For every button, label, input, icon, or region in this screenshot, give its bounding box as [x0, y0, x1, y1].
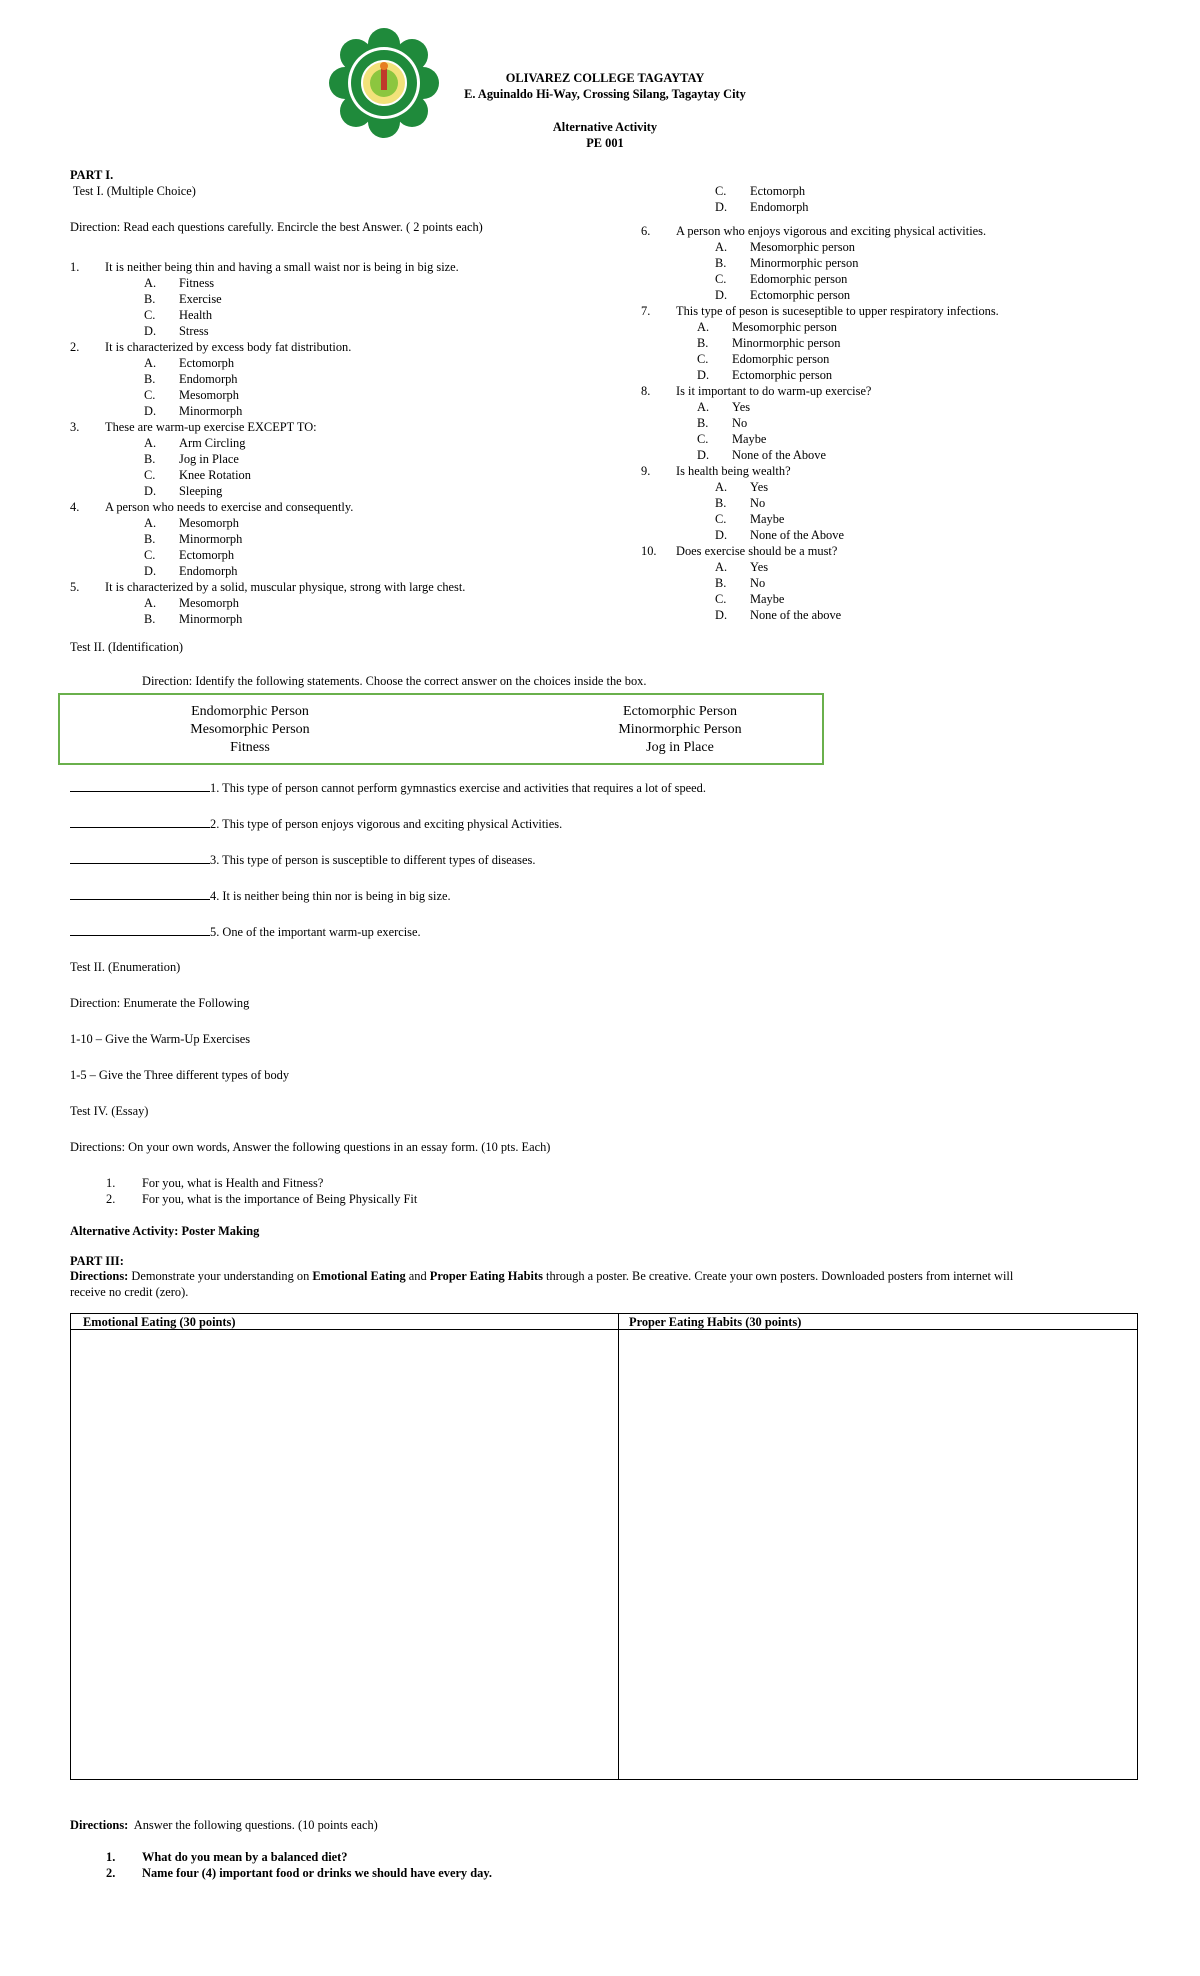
test4-direction: Directions: On your own words, Answer the following questions in an essay form. (10 pts. Each)	[70, 1140, 551, 1154]
question-number: 8.	[641, 384, 651, 398]
school-address: E. Aguinaldo Hi-Way, Crossing Silang, Tagaytay City	[464, 87, 746, 101]
question-text: These are warm-up exercise EXCEPT TO:	[105, 420, 317, 434]
emotional-eating-poster-area[interactable]	[71, 1331, 618, 1779]
part3-direction-cont: receive no credit (zero).	[70, 1285, 189, 1299]
enumeration-item-1: 1-10 – Give the Warm-Up Exercises	[70, 1032, 251, 1046]
test2-title: Test II. (Identification)	[70, 640, 184, 654]
answer-blank[interactable]	[70, 779, 210, 792]
question-number: 4.	[70, 500, 80, 514]
question-text: Is it important to do warm-up exercise?	[676, 384, 872, 398]
question-text: A person who needs to exercise and consequently.	[105, 500, 354, 514]
answer-blank[interactable]	[70, 923, 210, 936]
test2-direction: Direction: Identify the following statements. Choose the correct answer on the choices inside the box.	[142, 674, 647, 688]
test3-title: Test II. (Enumeration)	[70, 960, 181, 974]
choices-box	[58, 693, 824, 765]
question-text: It is neither being thin and having a small waist nor is being in big size.	[105, 260, 459, 274]
col-proper-eating: Proper Eating Habits (30 points)	[619, 1314, 1137, 1330]
choice-fitness: Fitness	[230, 740, 270, 755]
part1-title: PART I.	[70, 168, 114, 182]
question-number: 7.	[641, 304, 651, 318]
identification-item-3: 3. This type of person is susceptible to different types of diseases.	[70, 851, 535, 868]
question-number: 9.	[641, 464, 651, 478]
choice-minormorphic: Minormorphic Person	[618, 722, 742, 737]
part3-title: PART III:	[70, 1254, 124, 1268]
answer-blank[interactable]	[70, 815, 210, 828]
col-emotional-eating: Emotional Eating (30 points)	[71, 1314, 618, 1330]
question-text: It is characterized by a solid, muscular physique, strong with large chest.	[105, 580, 466, 594]
question-text: This type of peson is suceseptible to upper respiratory infections.	[676, 304, 999, 318]
test1-direction: Direction: Read each questions carefully. Encircle the best Answer. ( 2 points each)	[70, 220, 483, 234]
choice-ectomorphic: Ectomorphic Person	[623, 704, 737, 719]
choices-left	[100, 703, 400, 757]
course-code: PE 001	[586, 136, 624, 150]
question-number: 1.	[70, 260, 80, 274]
document-header	[440, 70, 770, 151]
enumeration-item-2: 1-5 – Give the Three different types of body	[70, 1068, 290, 1082]
final-direction: Directions: Answer the following questions. (10 points each)	[70, 1818, 378, 1832]
question-text: Does exercise should be a must?	[676, 544, 838, 558]
answer-blank[interactable]	[70, 887, 210, 900]
identification-item-5: 5. One of the important warm-up exercise.	[70, 923, 421, 940]
question-text: Is health being wealth?	[676, 464, 791, 478]
choice-endomorphic: Endomorphic Person	[191, 704, 309, 719]
question-text: A person who enjoys vigorous and exciting physical activities.	[676, 224, 987, 238]
poster-table	[70, 1313, 1138, 1780]
question-number: 3.	[70, 420, 80, 434]
question-text: It is characterized by excess body fat distribution.	[105, 340, 352, 354]
question-number: 10.	[641, 544, 657, 558]
part3-direction: Directions: Demonstrate your understanding on Emotional Eating and Proper Eating Habits through a poster. Be creative. Create your own posters. Downloaded posters from internet will	[70, 1269, 1014, 1283]
identification-item-2: 2. This type of person enjoys vigorous and exciting physical Activities.	[70, 815, 562, 832]
choices-right	[530, 703, 830, 757]
question-number: 5.	[70, 580, 80, 594]
answer-blank[interactable]	[70, 851, 210, 864]
test1-title: Test I. (Multiple Choice)	[70, 184, 196, 198]
identification-item-4: 4. It is neither being thin nor is being in big size.	[70, 887, 451, 904]
choice-jog-in-place: Jog in Place	[646, 740, 714, 755]
choice-mesomorphic: Mesomorphic Person	[190, 722, 310, 737]
alt-activity-title: Alternative Activity: Poster Making	[70, 1224, 260, 1238]
identification-item-1: 1. This type of person cannot perform gymnastics exercise and activities that requires a lot of speed.	[70, 779, 706, 796]
proper-eating-poster-area[interactable]	[619, 1331, 1137, 1779]
college-seal-logo	[323, 28, 446, 138]
question-number: 6.	[641, 224, 651, 238]
test4-title: Test IV. (Essay)	[70, 1104, 149, 1118]
activity-title: Alternative Activity	[552, 120, 658, 134]
question-number: 2.	[70, 340, 80, 354]
test3-direction: Direction: Enumerate the Following	[70, 996, 250, 1010]
school-name: OLIVAREZ COLLEGE TAGAYTAY	[505, 71, 705, 85]
